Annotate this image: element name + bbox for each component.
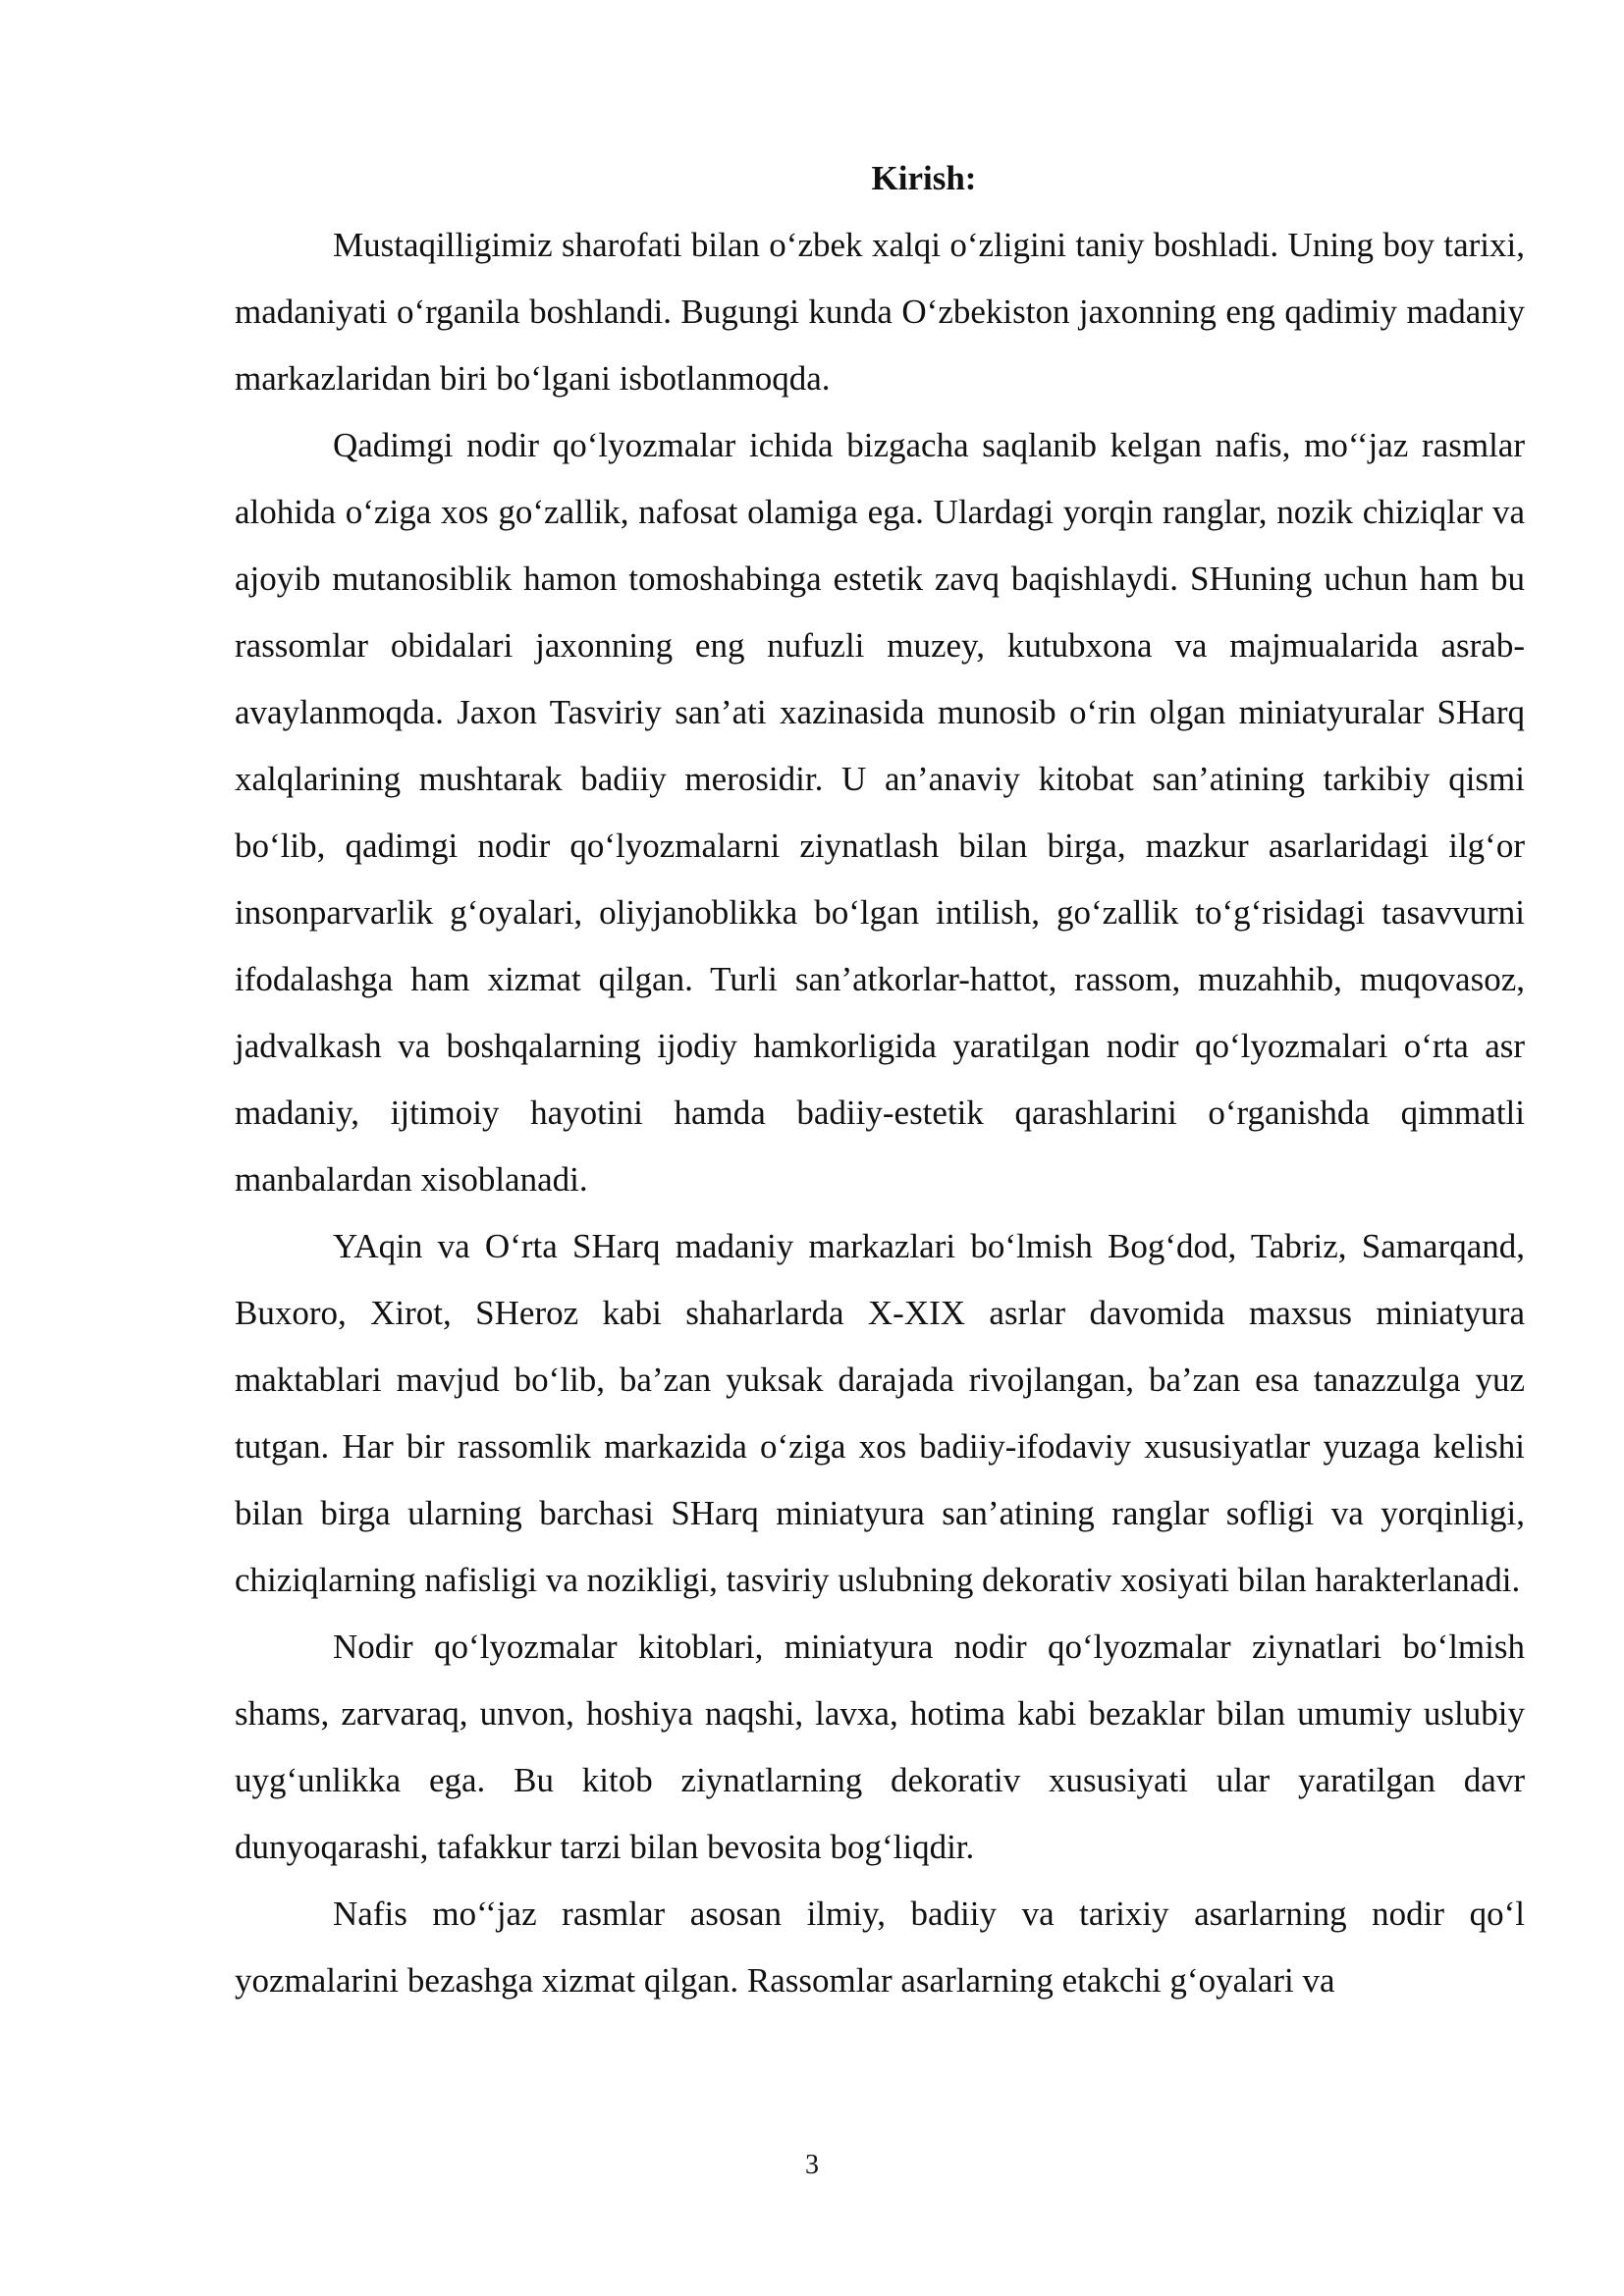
paragraph-1: Mustaqilligimiz sharofati bilan o‘zbek xalqi o‘zligini taniy boshladi. Uning boy tarixi, madaniyati o‘rganila boshlandi. Bugungi kunda O‘zbekiston jaxonning eng qadimiy madaniy markazlaridan biri bo‘lgani isbotlanmoqda. xyxy=(235,226,1525,398)
paragraph-5: Nafis mo‘‘jaz rasmlar asosan ilmiy, badiiy va tarixiy asarlarning nodir qo‘l yozmalarini bezashga xizmat qilgan. Rassomlar asarlarning etakchi g‘oyalari va xyxy=(235,1895,1525,2000)
paragraph-2: Qadimgi nodir qo‘lyozmalar ichida bizgacha saqlanib kelgan nafis, mo‘‘jaz rasmlar alohida o‘ziga xos go‘zallik, nafosat olamiga ega. Ulardagi yorqin ranglar, nozik chiziqlar va ajoyib mutanosiblik hamon tomoshabinga estetik zavq baqishlaydi. SHuning uchun ham bu rassomlar obidalari jaxonning eng nufuzli muzey, kutubxona va majmualarida asrab-avaylanmoqda. Jaxon Tasviriy san’ati xazinasida munosib o‘rin olgan miniatyuralar SHarq xalqlarining mushtarak badiiy merosidir. U an’anaviy kitobat san’atining tarkibiy qismi bo‘lib, qadimgi nodir qo‘lyozmalarni ziynatlash bilan birga, mazkur asarlaridagi ilg‘or insonparvarlik g‘oyalari, oliyjanoblikka bo‘lgan intilish, go‘zallik to‘g‘risidagi tasavvurni ifodalashga ham xizmat qilgan. Turli san’atkorlar-hattot, rassom, muzahhib, muqovasoz, jadvalkash va boshqalarning ijodiy hamkorligida yaratilgan nodir qo‘lyozmalari o‘rta asr madaniy, ijtimoiy hayotini hamda badiiy-estetik qarashlarini o‘rganishda qimmatli manbalardan xisoblanadi. xyxy=(235,426,1525,1199)
paragraph-3: YAqin va O‘rta SHarq madaniy markazlari bo‘lmish Bog‘dod, Tabriz, Samarqand, Buxoro, Xirot, SHeroz kabi shaharlarda X-XIX asrlar davomida maxsus miniatyura maktablari mavjud bo‘lib, ba’zan yuksak darajada rivojlangan, ba’zan esa tanazzulga yuz tutgan. Har bir rassomlik markazida o‘ziga xos badiiy-ifodaviy xususiyatlar yuzaga kelishi bilan birga ularning barchasi SHarq miniatyura san’atining ranglar sofligi va yorqinligi, chiziqlarning nafisligi va nozikligi, tasviriy uslubning dekorativ xosiyati bilan harakterlanadi. xyxy=(235,1227,1525,1599)
page-number: 3 xyxy=(805,2150,819,2180)
section-heading: Kirish: xyxy=(871,159,977,197)
document-page xyxy=(235,145,1525,2014)
paragraph-4: Nodir qo‘lyozmalar kitoblari, miniatyura nodir qo‘lyozmalar ziynatlari bo‘lmish shams, zarvaraq, unvon, hoshiya naqshi, lavxa, hotima kabi bezaklar bilan umumiy uslubiy uyg‘unlikka ega. Bu kitob ziynatlarning dekorativ xususiyati ular yaratilgan davr dunyoqarashi, tafakkur tarzi bilan bevosita bog‘liqdir. xyxy=(235,1628,1525,1866)
